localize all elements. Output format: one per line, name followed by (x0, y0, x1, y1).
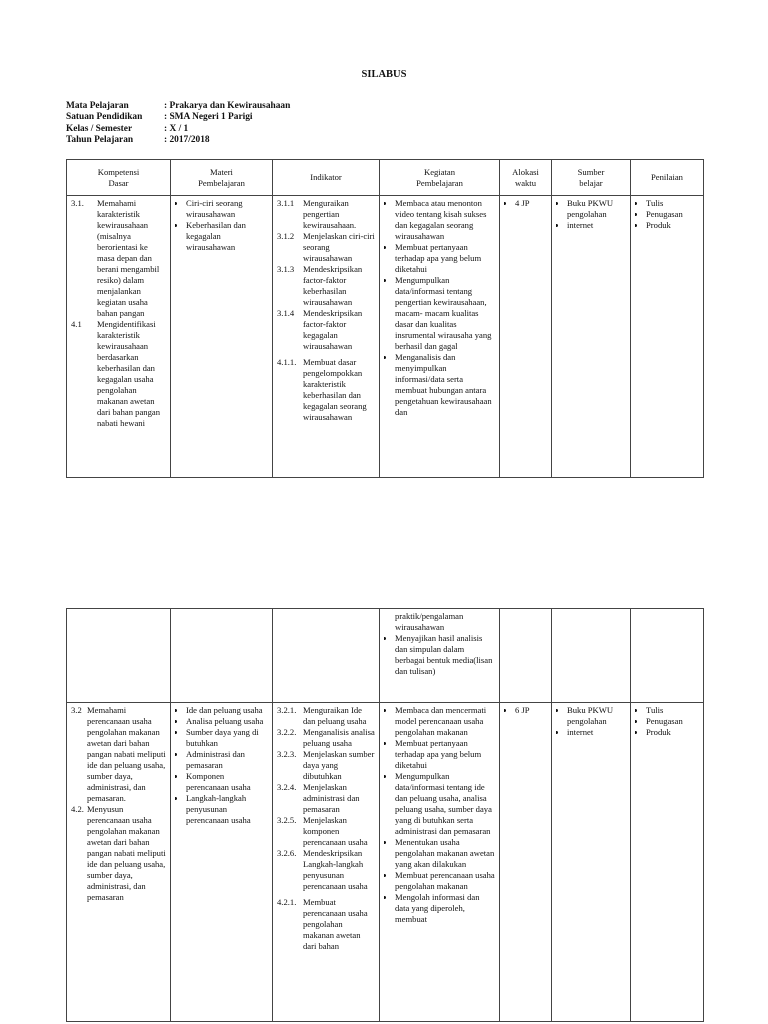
materi-cell (171, 196, 273, 478)
syllabus-table-part-2 (66, 608, 704, 1022)
identity-row (66, 101, 290, 112)
table-row (67, 196, 704, 478)
kd-cell (67, 609, 171, 703)
alokasi-cell (500, 703, 552, 1022)
materi-cell (171, 703, 273, 1022)
indikator-item: 3.2.1. Menguraikan Ide dan peluang usaha (277, 705, 367, 726)
list-item: • Mengumpulkan data/informasi tentang pengertian kewirausahaan, macam- macam kualitas dasar dan kualitas insrumental wirausaha yang berhasil dan gagal (395, 275, 495, 352)
kd-item: 3.2 Memahami perencanaan usaha pengolahan makanan awetan dari bahan pangan nabati meliputi ide dan peluang usaha, sumber daya, administrasi, dan pemasaran. (71, 705, 166, 803)
penilaian-cell (631, 196, 704, 478)
list-item: • internet (567, 727, 626, 738)
list-item: • Administrasi dan pemasaran (186, 749, 268, 771)
indikator-cell (273, 196, 380, 478)
identity-row (66, 124, 290, 135)
list-item: • Mengumpulkan data/informasi tentang ide dan peluang usaha, analisa peluang usaha, sumber daya yang di butuhkan serta administrasi dan pemasaran (395, 771, 495, 837)
kegiatan-cell (380, 703, 500, 1022)
header-indikator: Indikator (273, 160, 380, 196)
table-row (67, 609, 704, 703)
list-item: • Membaca atau menonton video tentang kisah sukses dan kegagalan seorang wirausahawan (395, 198, 495, 242)
list-item: • Buku PKWU pengolahan (567, 705, 626, 727)
header-kompetensi-dasar: Kompetensi Dasar (67, 160, 171, 196)
list-item: • Ciri-ciri seorang wirausahawan (186, 198, 268, 220)
identity-key: Mata Pelajaran (66, 101, 129, 111)
indikator-item: 3.2.5. Menjelaskan komponen perencanaan usaha (277, 815, 368, 847)
kd-item: 3.1. Memahami karakteristik kewirausahaan (misalnya berorientasi ke masa depan dan berani mengambil resiko) dalam menjalankan kegiatan usaha bahan pangan (71, 198, 160, 318)
list-item: • Penugasan (646, 209, 699, 220)
document-title: SILABUS (361, 69, 407, 80)
syllabus-table-part-1 (66, 159, 704, 478)
list-item: • Komponen perencanaan usaha (186, 771, 268, 793)
kd-item: 4.1 Mengidentifikasi karakteristik kewirausahaan berdasarkan keberhasilan dan kegagalan usaha pengolahan makanan awetan dari bahan pangan nabati hewani (71, 319, 160, 428)
materi-cell (171, 609, 273, 703)
list-item: • Mengolah informasi dan data yang diperoleh, membuat (395, 892, 495, 925)
list-item: • Sumber daya yang di butuhkan (186, 727, 268, 749)
penilaian-cell (631, 609, 704, 703)
sumber-cell (552, 609, 631, 703)
list-item: • internet (567, 220, 626, 231)
indikator-item: 3.2.2. Menganalisis analisa peluang usaha (277, 727, 375, 748)
list-item: • Produk (646, 727, 699, 738)
list-item: • Ide dan peluang usaha (186, 705, 268, 716)
kd-cell (67, 703, 171, 1022)
list-item: • Membuat perencanaan usaha pengolahan makanan (395, 870, 495, 892)
sumber-cell (552, 703, 631, 1022)
list-item: • Membuat pertanyaan terhadap apa yang belum diketahui (395, 242, 495, 275)
list-item: • Menganalisis dan menyimpulkan informasi/data serta membuat hubungan antara pengetahuan kewirausahaan dan (395, 352, 495, 418)
indikator-item: 3.1.2 Menjelaskan ciri-ciri seorang wirausahawan (277, 231, 375, 263)
alokasi-cell (500, 609, 552, 703)
indikator-item: 3.2.6. Mendeskripsikan Langkah-langkah penyusunan perencanaan usaha (277, 848, 368, 891)
indikator-item: 3.2.3. Menjelaskan sumber daya yang dibutuhkan (277, 749, 375, 781)
identity-value: : Prakarya dan Kewirausahaan (164, 101, 291, 111)
indikator-cell (273, 703, 380, 1022)
indikator-cell (273, 609, 380, 703)
list-item: • 6 JP (515, 705, 547, 716)
identity-row (66, 112, 290, 123)
list-item: • Langkah-langkah penyusunan perencanaan usaha (186, 793, 268, 826)
header-kegiatan: Kegiatan Pembelajaran (380, 160, 500, 196)
list-item: • Produk (646, 220, 699, 231)
list-item: • Analisa peluang usaha (186, 716, 268, 727)
header-materi: Materi Pembelajaran (171, 160, 273, 196)
kegiatan-cell (380, 196, 500, 478)
continued-text: praktik/pengalaman wirausahawan (395, 611, 464, 632)
identity-key: Tahun Pelajaran (66, 134, 134, 145)
identity-block (66, 101, 290, 146)
list-item: • Menyajikan hasil analisis dan simpulan dalam berbagai bentuk media(lisan dan tulisan) (395, 633, 495, 677)
table-row (67, 703, 704, 1022)
list-item: • 4 JP (515, 198, 547, 209)
header-row (67, 160, 704, 196)
kd-cell (67, 196, 171, 478)
header-sumber: Sumber belajar (552, 160, 631, 196)
indikator-item: 3.1.3 Mendeskripsikan factor-faktor keberhasilan wirausahawan (277, 264, 363, 307)
list-item: • Keberhasilan dan kegagalan wirausahawan (186, 220, 268, 253)
indikator-item: 3.2.4. Menjelaskan administrasi dan pemasaran (277, 782, 360, 814)
identity-value: : SMA Negeri 1 Parigi (164, 112, 253, 123)
identity-key: Satuan Pendidikan (66, 112, 143, 123)
indikator-item: 4.1.1. Membuat dasar pengelompokkan karakteristik keberhasilan dan kegagalan seorang wirausahawan (277, 357, 367, 422)
kegiatan-cell (380, 609, 500, 703)
penilaian-cell (631, 703, 704, 1022)
indikator-item: 3.1.4 Mendeskripsikan factor-faktor kegagalan wirausahawan (277, 308, 363, 351)
header-alokasi: Alokasi waktu (500, 160, 552, 196)
identity-value: : 2017/2018 (164, 134, 210, 145)
identity-row (66, 135, 290, 146)
list-item: • Membaca dan mencermati model perencanaan usaha pengolahan makanan (395, 705, 495, 738)
list-item: • Penugasan (646, 716, 699, 727)
alokasi-cell (500, 196, 552, 478)
indikator-item: 3.1.1 Menguraikan pengertian kewirausahaan. (277, 198, 357, 230)
identity-value: : X / 1 (164, 123, 189, 134)
list-item: • Buku PKWU pengolahan (567, 198, 626, 220)
identity-key: Kelas / Semester (66, 123, 133, 134)
list-item: • Menentukan usaha pengolahan makanan awetan yang akan dilakukan (395, 837, 495, 870)
list-item: • Membuat pertanyaan terhadap apa yang belum diketahui (395, 738, 495, 771)
sumber-cell (552, 196, 631, 478)
kd-item: 4.2. Menyusun perencanaan usaha pengolahan makanan awetan dari bahan pangan nabati meliputi ide dan peluang usaha, sumber daya, administrasi, dan pemasaran (71, 804, 166, 902)
list-item: • Tulis (646, 198, 699, 209)
indikator-item: 4.2.1. Membuat perencanaan usaha pengolahan makanan awetan dari bahan (277, 897, 368, 951)
list-item: • Tulis (646, 705, 699, 716)
header-penilaian: Penilaian (631, 160, 704, 196)
